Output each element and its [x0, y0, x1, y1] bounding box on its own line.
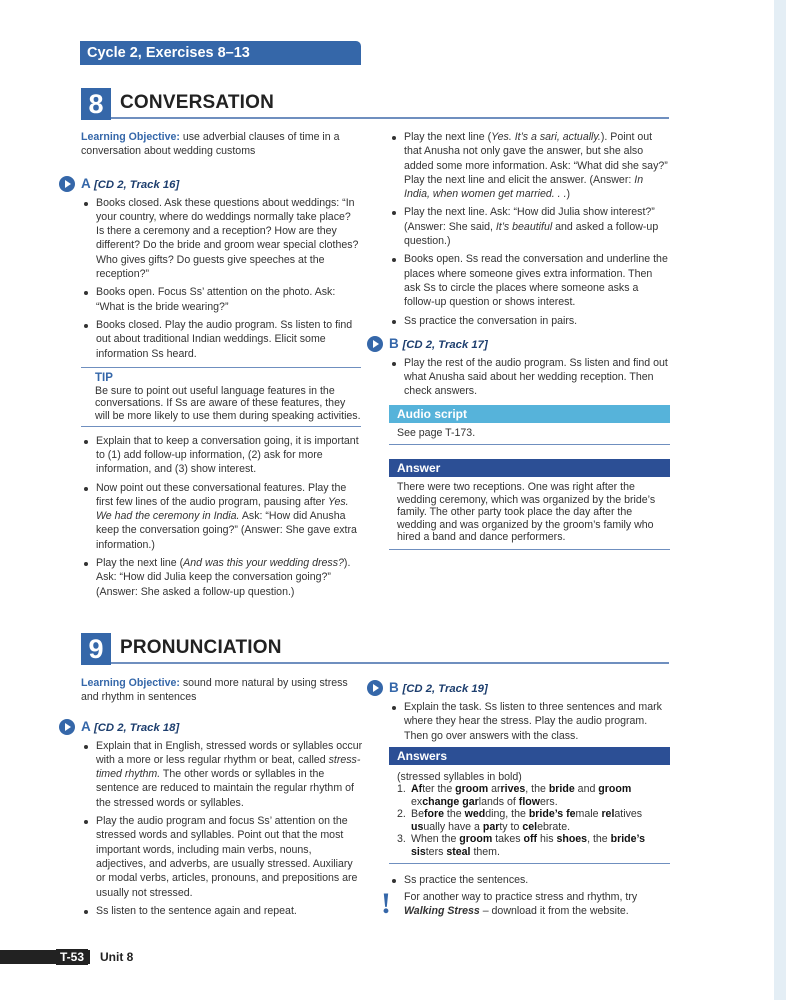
list-item: Play the audio program and focus Ss’ attention on the stressed words and syllables. Point out that the most important words, including main verbs, nouns, adjectives, and adverbs, are usually stressed. Auxiliary or modal verbs, articles, pronouns, and prepositions are usually not stressed. [81, 814, 363, 900]
play-audio-icon[interactable] [59, 176, 75, 192]
exercise-8a-list-right [389, 130, 670, 328]
exercise-9b-list-continued [389, 873, 670, 887]
list-item: Play the next line (Yes. It’s a sari, actually.). Point out that Anusha not only gave the answer, but she also added some more information. Ask: “What did she say?” Play the next line and elicit the answer. (Answer: In India, when women get married. . .) [389, 130, 670, 201]
answer-box [389, 459, 670, 550]
exercise-9a-heading: A [CD 2, Track 18] [81, 718, 363, 737]
answers-heading: Answers [389, 747, 670, 765]
exercise-8a-list [81, 196, 361, 361]
exercise-8b-list [389, 356, 670, 399]
list-item: Play the next line (And was this your wedding dress?). Ask: “How did Julia keep the conversation going?” (Answer: She asked a follow-up question.) [81, 556, 361, 599]
teacher-note: ! For another way to practice stress and rhythm, try Walking Stress – download it from the website. [381, 886, 638, 920]
section-8-number: 8 [81, 88, 111, 120]
list-item: Books open. Focus Ss’ attention on the photo. Ask: “What is the bride wearing?” [81, 285, 361, 314]
answer-item: 2. Before the wedding, the bride’s female relatives usually have a party to celebrate. [397, 808, 643, 833]
play-audio-icon[interactable] [367, 336, 383, 352]
unit-label: Unit 8 [100, 950, 134, 964]
section-8-right-column [389, 130, 670, 550]
exercise-8b-heading: B [CD 2, Track 17] [389, 335, 670, 354]
answer-heading: Answer [389, 459, 670, 477]
exclamation-icon: ! [381, 886, 391, 920]
play-audio-icon[interactable] [367, 680, 383, 696]
list-item: Books closed. Play the audio program. Ss listen to find out about traditional Indian weddings. Elicit some information Ss heard. [81, 318, 361, 361]
answer-text: There were two receptions. One was right after the wedding ceremony, which was organized by the bride’s family. The other party took place the day after the wedding and was organized by the groom’s family who hired a band and dance performers. [389, 477, 670, 550]
answers-body [389, 765, 670, 865]
list-item: Play the rest of the audio program. Ss listen and find out what Anusha said about her wedding reception. Then check answers. [389, 356, 670, 399]
page-edge-strip [774, 0, 786, 1000]
exercise-9b-list [389, 700, 670, 743]
exercise-9b-heading: B [CD 2, Track 19] [389, 679, 670, 698]
section-8-left-column [81, 130, 361, 603]
learning-objective: Learning Objective: use adverbial clauses of time in a conversation about wedding customs [81, 131, 340, 158]
answer-item: 1. After the groom arrives, the bride and groom exchange garlands of flowers. [397, 783, 632, 808]
section-9-left-column [81, 676, 363, 922]
exercise-8a-heading: A [CD 2, Track 16] [81, 175, 361, 194]
section-8-rule [111, 117, 669, 119]
section-9-title: PRONUNCIATION [120, 637, 282, 658]
list-item: Play the next line. Ask: “How did Julia show interest?” (Answer: She said, It’s beautiful and asked a follow-up question.) [389, 205, 670, 248]
answers-intro: (stressed syllables in bold) [397, 770, 522, 783]
list-item: Books open. Ss read the conversation and underline the places where someone gives extra information. Then ask Ss to circle the places where someone asks a follow-up question or shows interest. [389, 252, 670, 309]
section-9-rule [111, 662, 669, 664]
section-9-number: 9 [81, 633, 111, 665]
section-9-right-column [381, 679, 670, 920]
list-item: Books closed. Ask these questions about weddings: “In your country, where do weddings normally take place? Is there a ceremony and a reception? How are they different? Do the bride and groom wear special clothes? Who gives gifts? Do guests give speeches at the reception?” [81, 196, 361, 282]
answer-item: 3. When the groom takes off his shoes, the bride’s sisters steal them. [397, 833, 645, 858]
page-number: T-53 [56, 949, 88, 965]
audio-script-heading: Audio script [389, 405, 670, 423]
page-footer [0, 950, 786, 964]
list-item: Ss practice the conversation in pairs. [389, 314, 670, 328]
list-item: Explain that in English, stressed words or syllables occur with a more or less regular rhythm or beat, called stress-timed rhythm. The other words or syllables in the sentence are reduced to maintain the regular rhythm of the stressed words or syllables. [81, 739, 363, 810]
list-item: Explain the task. Ss listen to three sentences and mark where they hear the stress. Play the audio program. Then go over answers with the class. [389, 700, 670, 743]
list-item: Ss listen to the sentence again and repeat. [81, 904, 363, 918]
tip-box [81, 367, 361, 427]
list-item: Ss practice the sentences. [389, 873, 670, 887]
play-audio-icon[interactable] [59, 719, 75, 735]
section-8-title: CONVERSATION [120, 92, 275, 113]
cycle-banner: Cycle 2, Exercises 8–13 [80, 41, 361, 65]
exercise-9a-list [81, 739, 363, 919]
exercise-8a-list-continued [81, 434, 361, 599]
list-item: Explain that to keep a conversation going, it is important to (1) add follow-up information, (2) ask for more information, and (3) show interest. [81, 434, 361, 477]
tip-title: TIP [95, 371, 113, 384]
tip-text: Be sure to point out useful language features in the conversations. If Ss are aware of these features, they will be more likely to use them during speaking activities. [95, 384, 361, 423]
learning-objective: Learning Objective: sound more natural by using stress and rhythm in sentences [81, 677, 348, 704]
audio-script-box [389, 405, 670, 446]
answers-box [389, 747, 670, 865]
list-item: Now point out these conversational features. Play the first few lines of the audio program, pausing after Yes. We had the ceremony in India. Ask: “How did Anusha keep the conversation going?” (Answer: She gave extra information.) [81, 481, 361, 552]
answers-list [397, 783, 662, 858]
audio-script-text: See page T-173. [389, 423, 670, 446]
